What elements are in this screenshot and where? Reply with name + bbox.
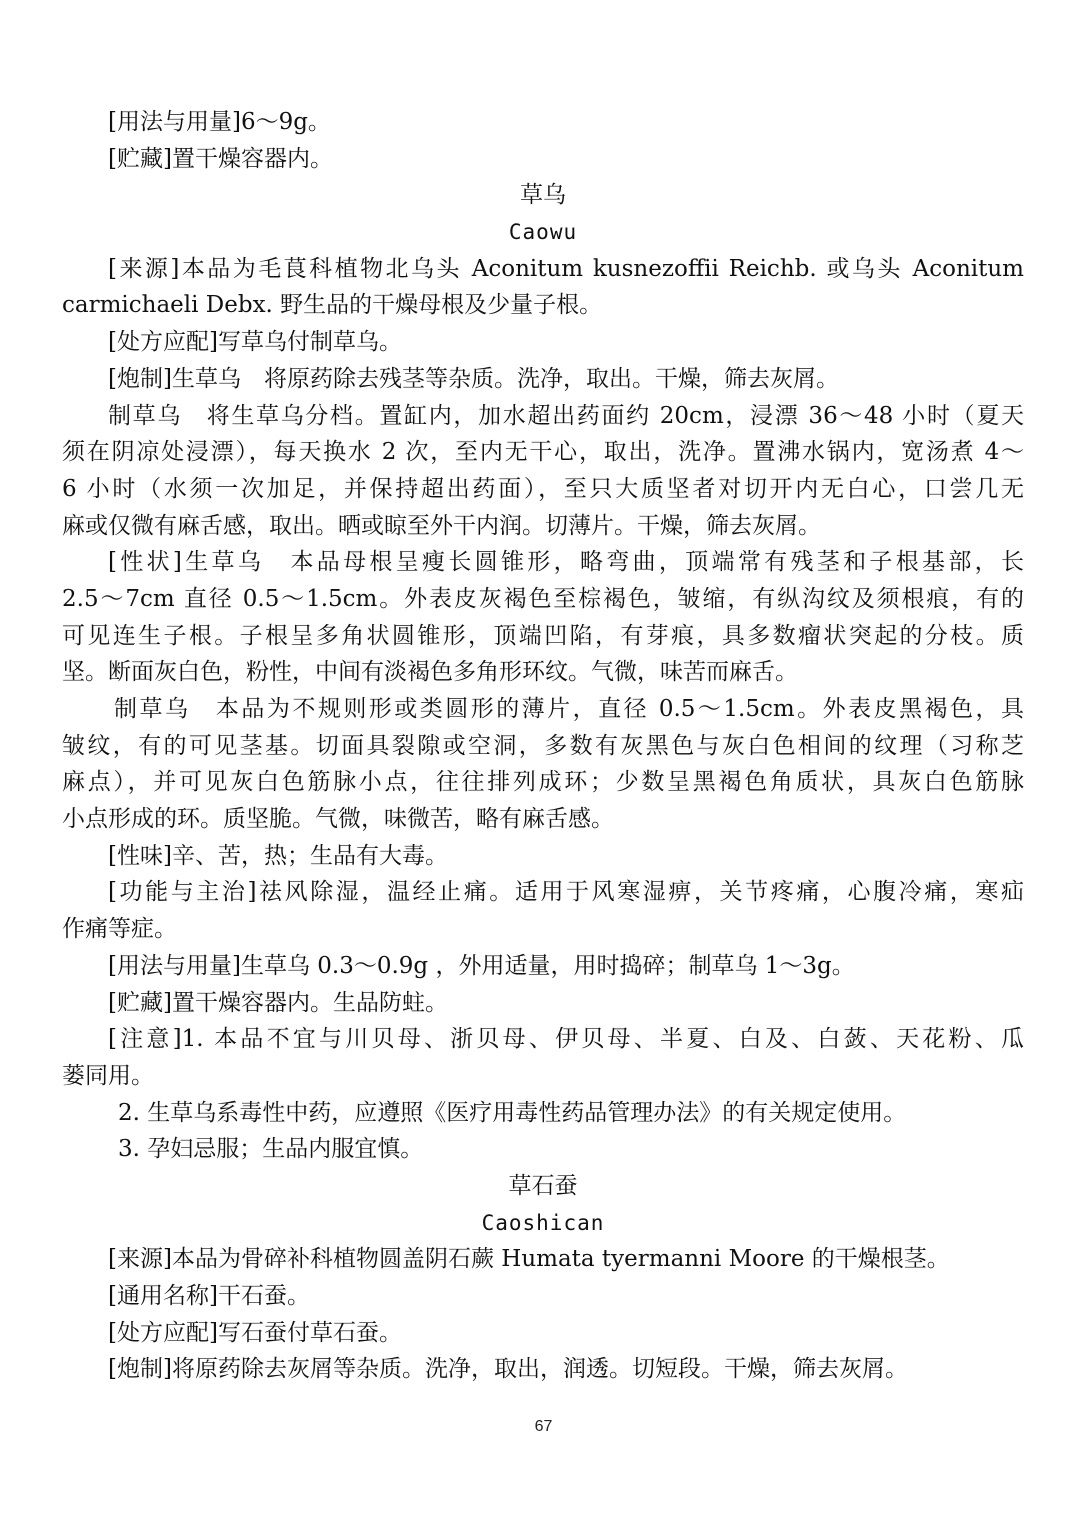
prescription-caoshican-line: [处方应配]写石蚕付草石蚕。	[108, 1319, 402, 1346]
caution-item-2: 2. 生草乌系毒性中药，应遵照《医疗用毒性药品管理办法》的有关规定使用。	[118, 1099, 907, 1126]
characteristics-raw-line-1: [性状]生草乌 本品母根呈瘦长圆锥形，略弯曲，顶端常有残茎和子根基部，长	[108, 549, 1024, 576]
entry-pinyin-caowu: Caowu	[508, 220, 578, 245]
storage-line: [贮藏]置干燥容器内。	[108, 145, 333, 172]
processing-prepared-line-2: 须在阴凉处浸漂），每天换水 2 次，至内无干心，取出，洗净。置沸水锅内，宽汤煮 4～	[62, 439, 1024, 466]
usage-dosage-line: [用法与用量]6～9g。	[108, 109, 331, 135]
page-number: 67	[534, 1418, 553, 1435]
entry-title-caowu: 草乌	[520, 182, 566, 209]
processing-prepared-line-1: 制草乌 将生草乌分档。置缸内，加水超出药面约 20cm，浸漂 36～48 小时（夏天	[108, 402, 1024, 429]
usage-dosage-caowu-line: [用法与用量]生草乌 0.3～0.9g ，外用适量，用时捣碎；制草乌 1～3g。	[108, 952, 855, 979]
source-line-2: carmichaeli Debx. 野生品的干燥母根及少量子根。	[62, 292, 603, 319]
prescription-line: [处方应配]写草乌付制草乌。	[108, 329, 402, 356]
processing-prepared-line-4: 麻或仅微有麻舌感，取出。晒或晾至外干内润。切薄片。干燥，筛去灰屑。	[62, 512, 821, 539]
processing-caoshican-line: [炮制]将原药除去灰屑等杂质。洗净，取出，润透。切短段。干燥，筛去灰屑。	[108, 1356, 908, 1383]
entry-title-caoshican: 草石蚕	[508, 1172, 578, 1199]
entry-pinyin-caoshican: Caoshican	[481, 1210, 605, 1235]
characteristics-prepared-line-1: 制草乌 本品为不规则形或类圆形的薄片，直径 0.5～1.5cm。外表皮黑褐色，具	[114, 696, 1024, 722]
functions-line-1: [功能与主治]祛风除湿，温经止痛。适用于风寒湿痹，关节疼痛，心腹冷痛，寒疝	[108, 879, 1024, 906]
common-name-line: [通用名称]干石蚕。	[108, 1283, 310, 1309]
nature-flavor-line: [性味]辛、苦，热；生品有大毒。	[108, 842, 448, 869]
source-line-1: [来源]本品为毛茛科植物北乌头 Aconitum kusnezoffii Reichb. 或乌头 Aconitum	[108, 255, 1024, 282]
characteristics-prepared-line-2: 皱纹，有的可见茎基。切面具裂隙或空洞，多数有灰黑色与灰白色相间的纹理（习称芝	[62, 732, 1024, 759]
document-body	[62, 104, 1024, 1388]
characteristics-prepared-line-4: 小点形成的环。质坚脆。气微，味微苦，略有麻舌感。	[62, 806, 614, 833]
functions-line-2: 作痛等症。	[62, 916, 177, 943]
storage-caowu-line: [贮藏]置干燥容器内。生品防蛀。	[108, 989, 448, 1016]
caution-item-3: 3. 孕妇忌服；生品内服宜慎。	[118, 1136, 424, 1163]
characteristics-raw-line-4: 坚。断面灰白色，粉性，中间有淡褐色多角形环纹。气微，味苦而麻舌。	[62, 659, 798, 686]
characteristics-raw-line-2: 2.5～7cm 直径 0.5～1.5cm。外表皮灰褐色至棕褐色，皱缩，有纵沟纹及须根痕，有的	[62, 585, 1024, 612]
source-caoshican-line: [来源]本品为骨碎补科植物圆盖阴石蕨 Humata tyermanni Moore 的干燥根茎。	[108, 1246, 950, 1273]
characteristics-prepared-line-3: 麻点），并可见灰白色筋脉小点，往往排列成环；少数呈黑褐色角质状，具灰白色筋脉	[62, 769, 1024, 796]
caution-line-2: 蒌同用。	[62, 1062, 154, 1089]
processing-raw-line: [炮制]生草乌 将原药除去残茎等杂质。洗净，取出。干燥，筛去灰屑。	[108, 365, 839, 392]
characteristics-raw-line-3: 可见连生子根。子根呈多角状圆锥形，顶端凹陷，有芽痕，具多数瘤状突起的分枝。质	[62, 622, 1024, 649]
caution-line-1: [注意]1. 本品不宜与川贝母、浙贝母、伊贝母、半夏、白及、白蔹、天花粉、瓜	[108, 1026, 1024, 1053]
processing-prepared-line-3: 6 小时（水须一次加足，并保持超出药面），至只大质坚者对切开内无白心，口尝几无	[62, 475, 1024, 502]
